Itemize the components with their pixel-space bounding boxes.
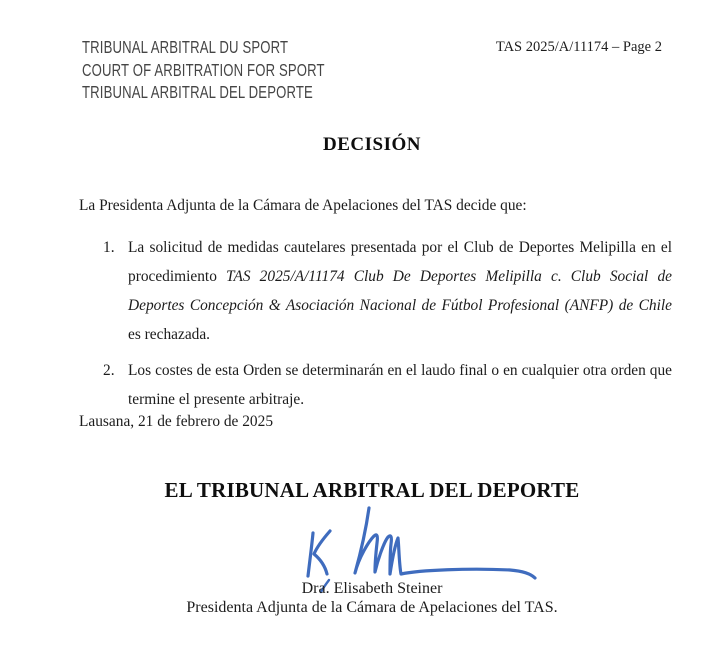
letterhead-line-en: COURT OF ARBITRATION FOR SPORT — [82, 59, 325, 80]
signatory-block — [80, 580, 664, 617]
signatory-title: Presidenta Adjunta de la Cámara de Apelaciones del TAS. — [186, 598, 558, 616]
item-text — [128, 356, 672, 414]
tribunal-heading: EL TRIBUNAL ARBITRAL DEL DEPORTE — [164, 478, 580, 502]
signatory-name: Dra. Elisabeth Steiner — [301, 580, 443, 597]
intro-paragraph: La Presidenta Adjunta de la Cámara de Apelaciones del TAS decide que: — [79, 197, 527, 214]
item-text-regular: Los costes de esta Orden se determinarán en el laudo final o en cualquier otra orden que termine el presente arbitraje. — [128, 362, 672, 408]
item-number: 1. — [103, 239, 115, 256]
dateline: Lausana, 21 de febrero de 2025 — [79, 413, 274, 430]
decision-title: DECISIÓN — [323, 134, 421, 155]
list-item-1 — [103, 233, 673, 349]
letterhead — [82, 36, 325, 104]
list-item-2 — [103, 356, 673, 414]
item-number: 2. — [103, 362, 115, 379]
decision-list — [103, 233, 673, 414]
item-text — [128, 233, 672, 349]
letterhead-line-fr: TRIBUNAL ARBITRAL DU SPORT — [82, 37, 289, 57]
item-text-regular: La solicitud de medidas cautelares presentada por el Club de Deportes Melipilla en el procedimiento — [128, 239, 672, 285]
case-name-italic: TAS 2025/A/11174 Club De Deportes Melipilla c. Club Social de Deportes Concepción & Asociación Nacional de Fútbol Profesional (ANFP) de Chile — [128, 268, 672, 314]
item-text-regular: es rechazada. — [128, 326, 211, 343]
letterhead-line-es: TRIBUNAL ARBITRAL DEL DEPORTE — [82, 82, 313, 102]
page-reference: TAS 2025/A/11174 – Page 2 — [495, 39, 662, 55]
